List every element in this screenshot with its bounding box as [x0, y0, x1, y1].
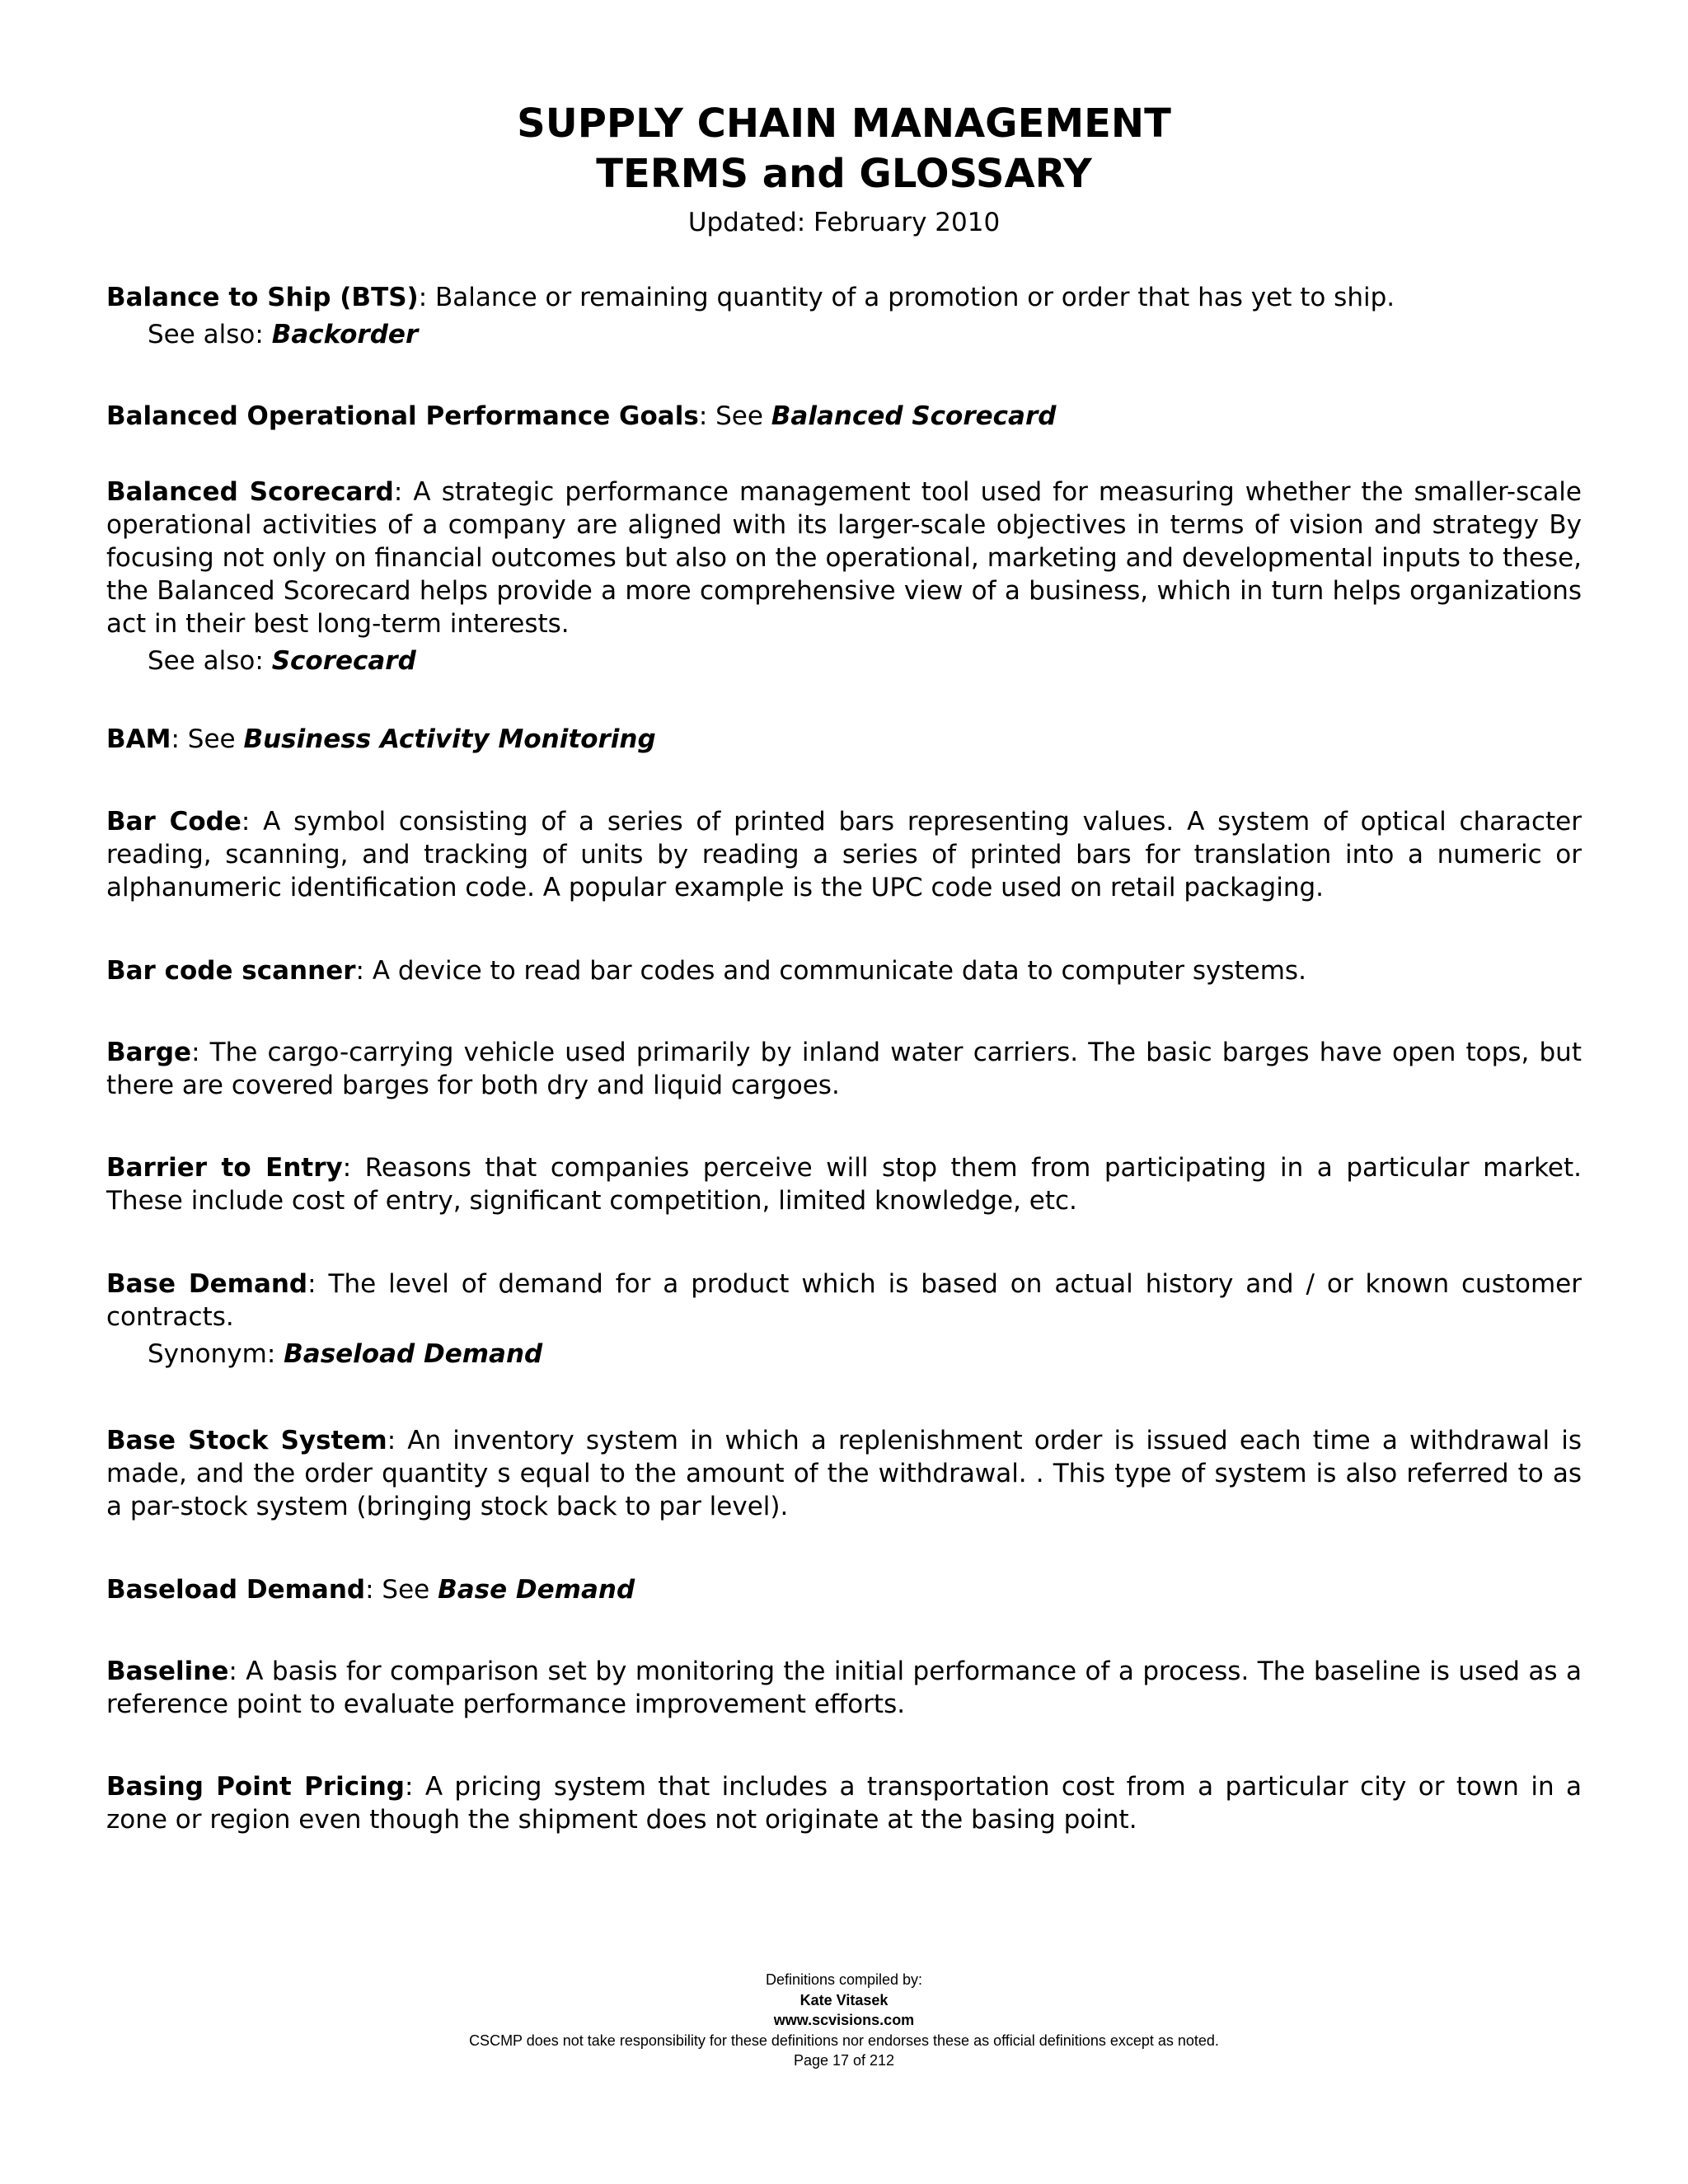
- page-title-line-2: TERMS and GLOSSARY: [596, 151, 1092, 197]
- definition: : A strategic performance management tool used for measuring whether the smaller-scale operational activities of a company are aligned with its larger-scale objectives in terms of vision and strategy By focusing not only on financial outcomes but also on the operational, marketing and developmental inputs to these, the Balanced Scorecard helps provide a more comprehensive view of a business, which in turn helps organizations act in their best long-term interests.: [106, 477, 1582, 639]
- definition: : A symbol consisting of a series of printed bars representing values. A system of optical character reading, scanning, and tracking of units by reading a series of printed bars for translation into a numeric or alphanumeric identification code. A popular example is the UPC code used on retail packaging.: [106, 807, 1582, 902]
- cross-reference-link[interactable]: Baseload Demand: [284, 1339, 543, 1369]
- cross-reference-link[interactable]: Backorder: [271, 320, 419, 349]
- page-number: Page 17 of 212: [793, 2052, 895, 2069]
- cross-reference-link[interactable]: Balanced Scorecard: [771, 401, 1057, 431]
- updated-date: Updated: February 2010: [687, 208, 1001, 237]
- synonym: [148, 1338, 1582, 1371]
- definition: : A pricing system that includes a transportation cost from a particular city or town in a zone or region even though the shipment does not originate at the basing point.: [106, 1772, 1582, 1835]
- term: Bar Code: [106, 807, 241, 837]
- synonym-label: Synonym:: [148, 1339, 284, 1369]
- definition: : See: [171, 724, 244, 754]
- term: Base Demand: [106, 1269, 308, 1299]
- glossary-entry: [106, 1036, 1582, 1102]
- definition: : Balance or remaining quantity of a promotion or order that has yet to ship.: [418, 283, 1395, 312]
- cross-reference-link[interactable]: Business Activity Monitoring: [243, 724, 656, 754]
- disclaimer: CSCMP does not take responsibility for these definitions nor endorses these as official definitions except as noted.: [469, 2032, 1219, 2049]
- term: Baseline: [106, 1657, 229, 1686]
- glossary-entry: [106, 954, 1582, 987]
- glossary-entry: [106, 805, 1582, 904]
- cross-reference-link[interactable]: Base Demand: [438, 1575, 635, 1605]
- term: Balance to Ship (BTS): [106, 283, 419, 312]
- term: Bar code scanner: [106, 956, 356, 986]
- compiled-by-label: Definitions compiled by:: [765, 1971, 923, 1988]
- see-also: [148, 644, 1582, 677]
- glossary-entry: [106, 400, 1582, 433]
- definition: : See: [698, 401, 771, 431]
- glossary-entry: [106, 476, 1582, 677]
- glossary-entry: [106, 281, 1395, 351]
- definition: : Reasons that companies perceive will stop them from participating in a particular market. These include cost of entry, significant competition, limited knowledge, etc.: [106, 1153, 1582, 1216]
- glossary-entry: [106, 723, 1582, 756]
- term: Barrier to Entry: [106, 1153, 343, 1183]
- glossary-entry: [106, 1655, 1582, 1721]
- term: Baseload Demand: [106, 1575, 366, 1605]
- term: Basing Point Pricing: [106, 1772, 405, 1802]
- website-link[interactable]: www.scvisions.com: [773, 2012, 915, 2028]
- author-name: Kate Vitasek: [799, 1991, 889, 2008]
- term: Balanced Scorecard: [106, 477, 394, 507]
- glossary-entry: [106, 1573, 1582, 1606]
- definition: : An inventory system in which a replenishment order is issued each time a withdrawal is made, and the order quantity s equal to the amount of the withdrawal. . This type of system is also referred to as a par-stock system (bringing stock back to par level).: [106, 1426, 1582, 1521]
- page-title-line-1: SUPPLY CHAIN MANAGEMENT: [517, 101, 1171, 147]
- term: Base Stock System: [106, 1426, 387, 1455]
- glossary-entry: [106, 1424, 1582, 1523]
- definition: : The level of demand for a product which is based on actual history and / or known customer contracts.: [106, 1269, 1582, 1332]
- glossary-entry: [106, 1151, 1582, 1217]
- glossary-entry: [106, 1770, 1582, 1836]
- see-also-label: See also:: [148, 320, 272, 349]
- definition: : A device to read bar codes and communicate data to computer systems.: [355, 956, 1306, 986]
- page-header: [0, 99, 1688, 239]
- glossary-entry: [106, 1268, 1582, 1371]
- term: BAM: [106, 724, 171, 754]
- definition: : The cargo-carrying vehicle used primarily by inland water carriers. The basic barges have open tops, but there are covered barges for both dry and liquid cargoes.: [106, 1038, 1582, 1100]
- see-also-label: See also:: [148, 646, 272, 676]
- term: Balanced Operational Performance Goals: [106, 401, 699, 431]
- term: Barge: [106, 1038, 192, 1067]
- definition: : See: [365, 1575, 438, 1605]
- cross-reference-link[interactable]: Scorecard: [271, 646, 416, 676]
- definition: : A basis for comparison set by monitoring the initial performance of a process. The baseline is used as a reference point to evaluate performance improvement efforts.: [106, 1657, 1582, 1719]
- see-also: [148, 318, 1395, 351]
- page-footer: [0, 1970, 1688, 2071]
